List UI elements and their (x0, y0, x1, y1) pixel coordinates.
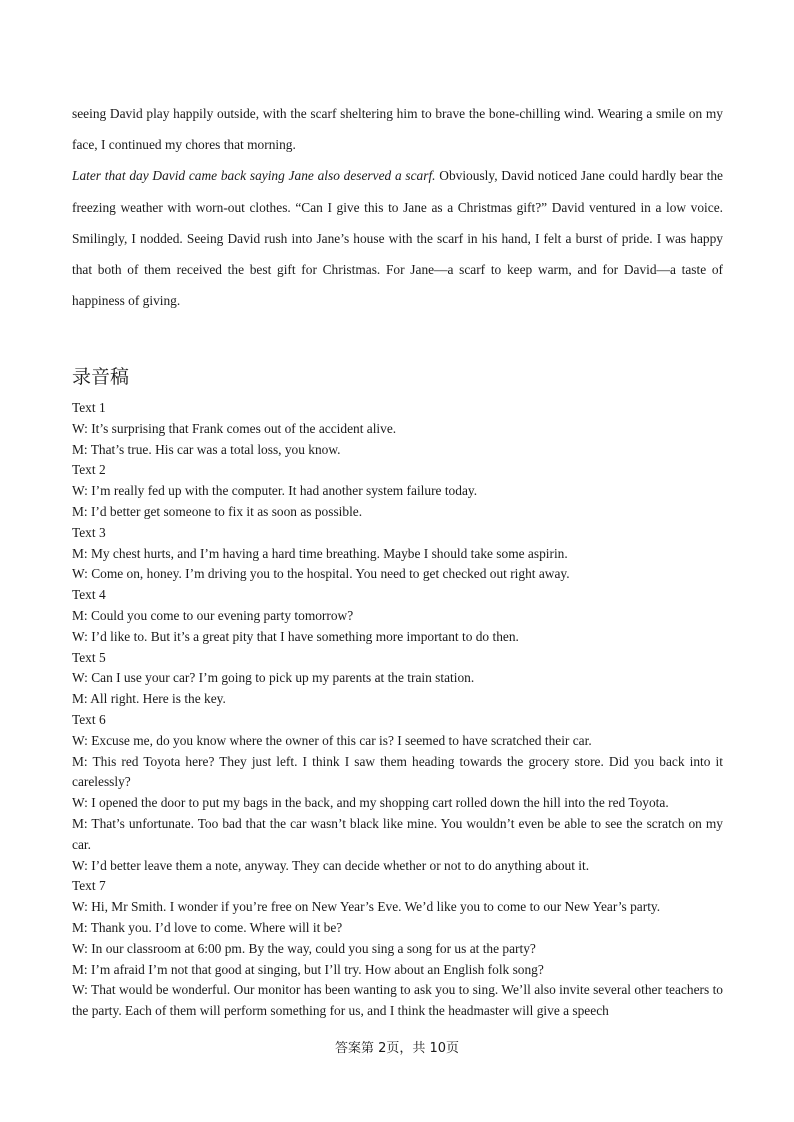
transcript-line: Text 6 (72, 711, 106, 727)
transcript-line: M: All right. Here is the key. (72, 691, 226, 707)
transcript-line: W: That would be wonderful. Our monitor has been wanting to ask you to sing. We’ll also invite several other teachers to the party. Each of them will perform something for us, and I think the headmaster will give a speech (72, 982, 723, 1019)
transcript-line: W: Excuse me, do you know where the owner of this car is? I seemed to have scratched their car. (72, 732, 592, 748)
transcript-line: W: I’d better leave them a note, anyway. They can decide whether or not to do anything about it. (72, 857, 590, 873)
transcript-line: M: That’s true. His car was a total loss, you know. (72, 441, 341, 457)
essay-paragraph-2-italic: Later that day David came back saying Jane also deserved a scarf. (72, 168, 436, 184)
transcript-line: Text 3 (72, 524, 106, 540)
transcript-line: W: Come on, honey. I’m driving you to the hospital. You need to get checked out right away. (72, 566, 570, 582)
transcript-line: Text 5 (72, 649, 106, 665)
transcript-line: W: Hi, Mr Smith. I wonder if you’re free on New Year’s Eve. We’d like you to come to our New Year’s party. (72, 899, 661, 915)
transcript-line: W: It’s surprising that Frank comes out of the accident alive. (72, 420, 397, 436)
transcript-line: W: I opened the door to put my bags in the back, and my shopping cart rolled down the hill into the red Toyota. (72, 795, 669, 811)
transcript-line: Text 4 (72, 587, 106, 603)
transcript-line: W: I’d like to. But it’s a great pity that I have something more important to do then. (72, 628, 519, 644)
transcript-line: W: I’m really fed up with the computer. It had another system failure today. (72, 483, 478, 499)
essay-paragraph-2 (72, 160, 723, 316)
transcript-line: M: This red Toyota here? They just left. I think I saw them heading towards the grocery store. Did you back into it carelessly? (72, 753, 723, 790)
transcript-line: M: Thank you. I’d love to come. Where will it be? (72, 919, 343, 935)
transcript-line: M: My chest hurts, and I’m having a hard time breathing. Maybe I should take some aspirin. (72, 545, 568, 561)
transcript-line: M: That’s unfortunate. Too bad that the car wasn’t black like mine. You wouldn’t even be able to see the scratch on my car. (72, 815, 723, 852)
essay-paragraph-2-text: Obviously, David noticed Jane could hardly bear the freezing weather with worn-out clothes. “Can I give this to Jane as a Christmas gift?” David ventured in a low voice. Smilingly, I nodded. Seeing David rush into Jane’s house with the scarf in his hand, I felt a burst of pride. I was happy that both of them received the best gift for Christmas. For Jane—a scarf to keep warm, and for David—a taste of happiness of giving. (72, 168, 723, 309)
transcript-body (72, 398, 723, 1022)
transcript-line: Text 2 (72, 462, 106, 478)
essay-section (72, 98, 723, 316)
transcript-line: M: Could you come to our evening party tomorrow? (72, 607, 354, 623)
essay-paragraph-1: seeing David play happily outside, with the scarf sheltering him to brave the bone-chilling wind. Wearing a smile on my face, I continued my chores that morning. (72, 106, 723, 153)
transcript-line: M: I’m afraid I’m not that good at singing, but I’ll try. How about an English folk song? (72, 961, 544, 977)
transcript-line: Text 1 (72, 400, 106, 415)
transcript-line: Text 7 (72, 878, 106, 894)
transcript-line: W: In our classroom at 6:00 pm. By the way, could you sing a song for us at the party? (72, 940, 536, 956)
transcript-line: W: Can I use your car? I’m going to pick up my parents at the train station. (72, 670, 475, 686)
transcript-title: 录音稿 (72, 366, 130, 388)
transcript-line: M: I’d better get someone to fix it as soon as possible. (72, 503, 363, 519)
page-footer: 答案第 2页，共 10页 (334, 1041, 460, 1056)
